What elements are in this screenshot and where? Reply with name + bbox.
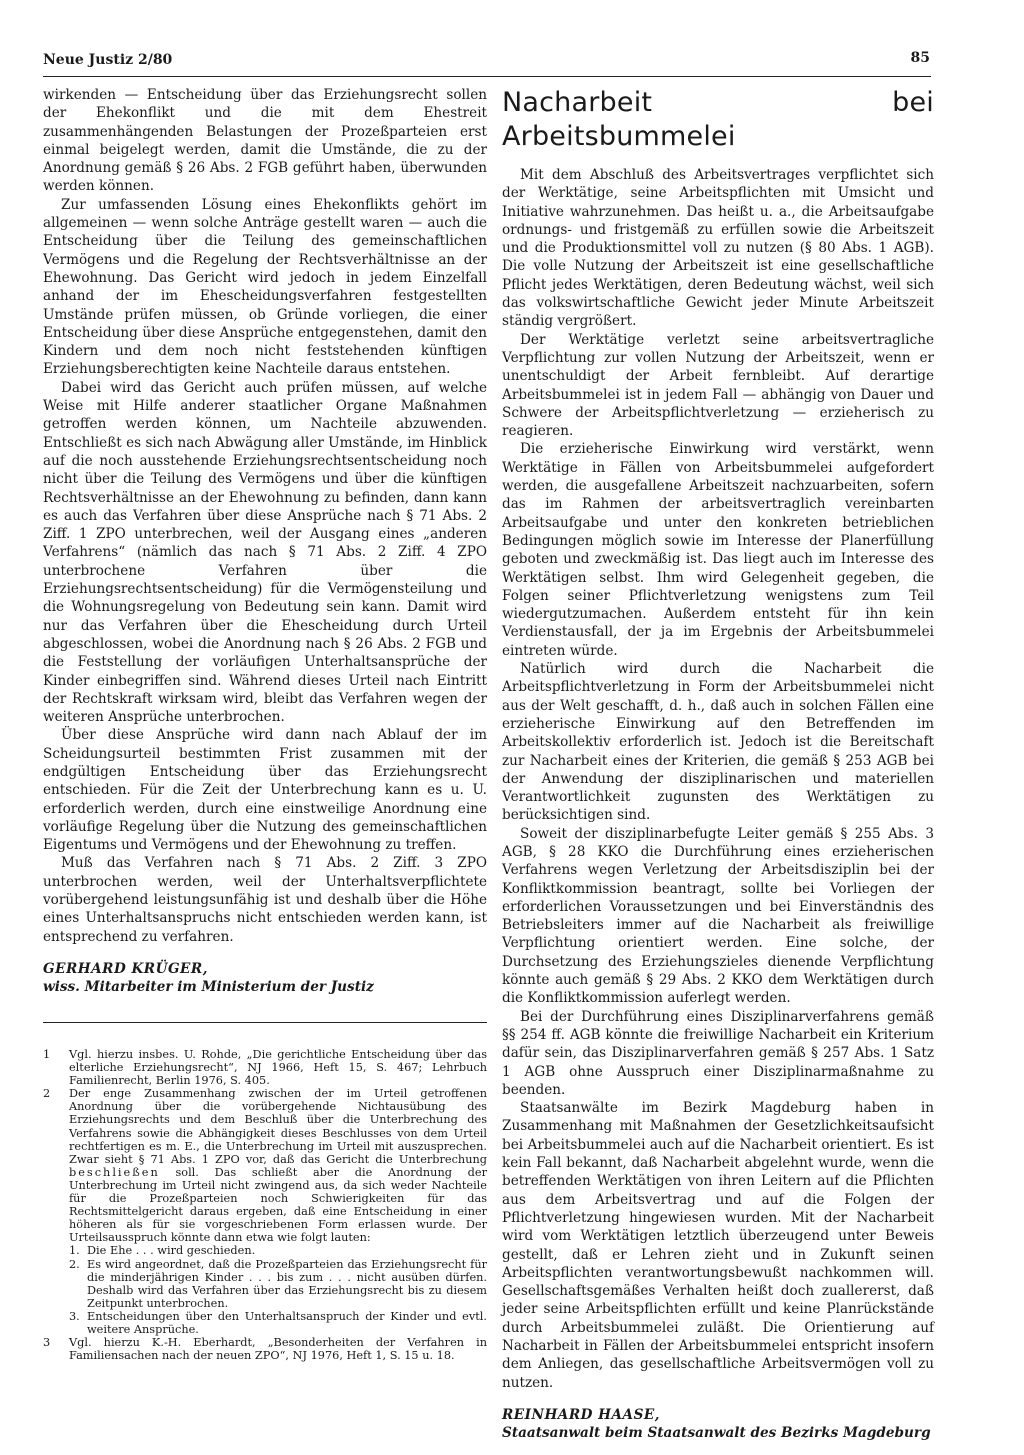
right-paragraph-3: Die erzieherische Einwirkung wird verstärkt, wenn Werktätige in Fällen von Arbeitsbummelei aufgefordert werden, die ausgefallene Arbeitszeit nachzuarbeiten, sofern das im Rahmen der arbeitsvertraglich vereinbarten Arbeitsaufgabe und unter den konkreten betrieblichen Bedingungen möglich sowie im Interesse der Planerfüllung geboten und zweckmäßig ist. Das liegt auch im Interesse des Werktätigen selbst. Ihm wird Gelegenheit gegeben, die Folgen seiner Pflichtverletzung wenigstens zum Teil wiedergutzumachen. Außerdem entsteht für ihn kein Verdienstausfall, der ja im Ergebnis der Arbeitsbummelei eintreten würde.	[502, 441, 934, 659]
journal-header: Neue Justiz 2/80	[43, 52, 173, 68]
left-column	[43, 86, 487, 997]
right-paragraph-7: Staatsanwälte im Bezirk Magdeburg haben in Zusammenhang mit Maßnahmen der Gesetzlichkeitsaufsicht bei Arbeitsbummelei auch auf die Nacharbeit orientiert. Es ist kein Fall bekannt, daß Nacharbeit abgelehnt wurde, wenn die betreffenden Werktätigen von ihren Leitern auf die Pflichten aus dem Arbeitsvertrag und auf die Folgen der Pflichtverletzung hingewiesen wurden. Mit der Nacharbeit wird vom Werktätigen letztlich überzeugend unter Beweis gestellt, daß er Lehren zieht und in Zukunft seinen Arbeitspflichten verantwortungsbewußt nachkommen will. Gesellschaftsgemäßes Verhalten heißt doch zuallererst, daß jeder seine Arbeitspflichten erfüllt und keine Planrückstände durch Arbeitsbummelei zuläßt. Die Orientierung auf Nacharbeit in Fällen der Arbeitsbummelei entspricht insofern dem Anliegen, das gesellschaftliche Arbeitsvermögen voll zu nutzen.	[502, 1100, 934, 1391]
article-title: Nacharbeit bei Arbeitsbummelei	[502, 87, 934, 152]
footnote-2-text-b: soll. Das schließt aber die Anordnung der Unterbrechung im Urteil nicht zwingend aus, da sich weder Nachteile für die Prozeßparteien noch Schwierigkeiten für das Rechtsmittelgericht daraus ergeben, daß eine Entscheidung in einer höheren als für sie vorgeschriebenen Form erlassen wurde. Der Urteilsausspruch könnte dann etwa wie folgt lauten:	[69, 1165, 487, 1245]
item-text: Die Ehe . . . wird geschieden.	[87, 1244, 256, 1258]
right-author-role: Staatsanwalt beim Staatsanwalt des Bezirks Magdeburg	[502, 1425, 931, 1442]
footnote-3	[43, 1336, 487, 1362]
left-paragraph-3: Dabei wird das Gericht auch prüfen müssen, auf welche Weise mit Hilfe anderer staatlicher Organe Maßnahmen getroffen werden können, um Nachteile abzuwenden. Entschließt es sich nach Abwägung aller Umstände, im Hinblick auf die noch ausstehende Erziehungsrechtsentscheidung noch nicht über die Teilung des Vermögens und über die künftigen Rechtsverhältnisse an der Ehewohnung zu befinden, dann kann es auch das Verfahren über diese Ansprüche nach § 71 Abs. 2 Ziff. 1 ZPO unterbrechen, weil der Ausgang eines „anderen Verfahrens“ (nämlich das nach § 71 Abs. 2 Ziff. 4 ZPO unterbrochene Verfahren über die Erziehungsrechtsentscheidung) für die Vermögensteilung und die Wohnungsregelung von Bedeutung sein kann. Damit wird nur das Verfahren über die Ehescheidung durch Urteil abgeschlossen, wobei die Anordnung nach § 26 Abs. 2 FGB und die Feststellung der vorläufigen Unterhaltsansprüche der Kinder einbegriffen sind. Während dieses Urteil nach Eintritt der Rechtskraft wirksam wird, bleibt das Verfahren wegen der weiteren Ansprüche unterbrochen.	[43, 379, 487, 726]
right-paragraph-6: Bei der Durchführung eines Disziplinarverfahrens gemäß §§ 254 ff. AGB könnte die freiwillige Nacharbeit ein Kriterium dafür sein, das Disziplinarverfahren gemäß § 257 Abs. 1 Satz 1 AGB ohne Ausspruch einer Disziplinarmaßnahme zu beenden.	[502, 1008, 934, 1098]
footnotes	[43, 1048, 487, 1362]
item-text: Es wird angeordnet, daß die Prozeßparteien das Erziehungsrecht für die minderjährigen Kinder . . . bis zum . . . nicht ausüben dürfen. Deshalb wird das Verfahren über das Erziehungsrecht bis zu diesem Zeitpunkt unterbrochen.	[87, 1257, 487, 1310]
right-signature	[502, 1406, 934, 1443]
right-paragraph-1: Mit dem Abschluß des Arbeitsvertrages verpflichtet sich der Werktätige, seine Arbeitspflichten mit Umsicht und Initiative wahrzunehmen. Das heißt u. a., die Arbeitsaufgabe ordnungs- und fristgemäß zu erfüllen sowie die Arbeitszeit und die Produktionsmittel voll zu nutzen (§ 80 Abs. 1 AGB). Die volle Nutzung der Arbeitszeit ist eine gesellschaftliche Pflicht jedes Werktätigen, deren Bedeutung wächst, weil sich das volkswirtschaftliche Gewicht jeder Minute Arbeitszeit ständig vergrößert.	[502, 167, 934, 330]
right-author-name: REINHARD HAASE,	[502, 1406, 661, 1423]
footnote-2-item	[69, 1258, 487, 1310]
page-number: 85	[910, 50, 930, 66]
footnote-text	[69, 1087, 487, 1336]
right-column	[502, 86, 934, 1442]
item-text: Entscheidungen über den Unterhaltsanspruch der Kinder und evtl. weitere Ansprüche.	[87, 1309, 487, 1336]
footnote-2-text-a: Der enge Zusammenhang zwischen der im Urteil getroffenen Anordnung über die vorübergehende Nichtausübung des Erziehungsrechts und dem Beschluß über die Unterbrechung des Verfahrens sowie die Abhängigkeit dieses Beschlusses von dem Urteil rechtfertigen es m. E., die Unterbrechung im Urteil mit auszusprechen. Zwar sieht § 71 Abs. 1 ZPO vor, daß das Gericht die Unterbrechung	[69, 1087, 487, 1166]
item-number: 2.	[69, 1257, 80, 1271]
left-signature	[43, 960, 487, 997]
item-number: 1.	[69, 1244, 80, 1258]
footnote-2	[43, 1087, 487, 1336]
left-paragraph-4: Über diese Ansprüche wird dann nach Ablauf der im Scheidungsurteil bestimmten Frist zusammen mit der endgültigen Entscheidung über das Erziehungsrecht entschieden. Für die Zeit der Unterbrechung kann es u. U. erforderlich werden, durch eine einstweilige Anordnung eine vorläufige Regelung über die Nutzung des gemeinschaftlichen Eigentums und Vermögens und der Ehewohnung zu treffen.	[43, 727, 487, 854]
footnote-number: 2	[43, 1087, 51, 1101]
footnote-number: 1	[43, 1048, 51, 1061]
right-paragraph-2: Der Werktätige verletzt seine arbeitsvertragliche Verpflichtung zur vollen Nutzung der Arbeitszeit, wenn er unentschuldigt der Arbeit fernbleibt. Auf derartige Arbeitsbummelei ist in jedem Fall — abhängig von Dauer und Schwere der Arbeitspflichtverletzung — erzieherisch zu reagieren.	[502, 331, 934, 440]
item-number: 3.	[69, 1309, 80, 1323]
left-author-role: wiss. Mitarbeiter im Ministerium der Justiz	[43, 979, 374, 996]
right-paragraph-5: Soweit der disziplinarbefugte Leiter gemäß § 255 Abs. 3 AGB, § 28 KKO die Durchführung eines erzieherischen Verfahrens wegen Verletzung der Arbeitsdisziplin bei der Konfliktkommission beantragt, sollte bei Vorliegen der erforderlichen Voraussetzungen und bei Einverständnis des Betriebsleiters immer auf die Nacharbeit als freiwillige Verpflichtung orientiert werden. Eine solche, der Durchsetzung des Erziehungszieles dienende Verpflichtung könnte auch gemäß § 29 Abs. 2 KKO dem Werktätigen durch die Konfliktkommission auferlegt werden.	[502, 825, 934, 1007]
footnote-2-item	[69, 1310, 487, 1336]
footnote-number: 3	[43, 1336, 51, 1350]
footnote-text: Vgl. hierzu insbes. U. Rohde, „Die gerichtliche Entscheidung über das elterliche Erziehungsrecht“, NJ 1966, Heft 15, S. 467; Lehrbuch Familienrecht, Berlin 1976, S. 405.	[69, 1048, 487, 1088]
footnote-1	[43, 1048, 487, 1087]
footnote-rule	[43, 1022, 487, 1023]
right-paragraph-4: Natürlich wird durch die Nacharbeit die Arbeitspflichtverletzung in Form der Arbeitsbummelei nicht aus der Welt geschafft, d. h., daß auch in solchen Fällen eine erzieherische Einwirkung auf den Betreffenden im Arbeitskollektiv erforderlich ist. Jedoch ist die Bereitschaft zur Nacharbeit eines der Kriterien, die gemäß § 253 AGB bei der Anwendung der disziplinarischen und materiellen Verantwortlichkeit zugunsten des Werktätigen zu berücksichtigen sind.	[502, 661, 934, 824]
header-rule	[43, 76, 931, 77]
left-paragraph-5: Muß das Verfahren nach § 71 Abs. 2 Ziff. 3 ZPO unterbrochen werden, weil der Unterhaltsverpflichtete vorübergehend leistungsunfähig ist und deshalb über die Höhe eines Unterhaltsanspruchs nicht entschieden werden kann, ist entsprechend zu verfahren.	[43, 855, 487, 945]
footnote-2-item	[69, 1244, 487, 1257]
footnote-text: Vgl. hierzu K.-H. Eberhardt, „Besonderheiten der Verfahren in Familiensachen nach der neuen ZPO“, NJ 1976, Heft 1, S. 15 u. 18.	[69, 1336, 487, 1363]
left-author-name: GERHARD KRÜGER,	[43, 960, 208, 977]
left-paragraph-1: wirkenden — Entscheidung über das Erziehungsrecht sollen der Ehekonflikt und die mit dem Ehestreit zusammenhängenden Belastungen der Prozeßparteien erst einmal beigelegt werden, damit die Umstände, die zu der Anordnung gemäß § 26 Abs. 2 FGB geführt haben, überwunden werden können.	[43, 87, 487, 195]
left-paragraph-2: Zur umfassenden Lösung eines Ehekonflikts gehört im allgemeinen — wenn solche Anträge gestellt waren — auch die Entscheidung über die Teilung des gemeinschaftlichen Vermögens und die Regelung der Rechtsverhältnisse an der Ehewohnung. Das Gericht wird jedoch in jedem Einzelfall anhand der im Ehescheidungsverfahren festgestellten Umstände prüfen müssen, ob Gründe vorliegen, die einer Entscheidung über diese Ansprüche entgegenstehen, damit den Kindern und dem noch nicht feststehenden künftigen Erziehungsberechtigten keine Nachteile daraus entstehen.	[43, 196, 487, 378]
footnote-2-spaced-word: beschließen	[69, 1165, 160, 1179]
